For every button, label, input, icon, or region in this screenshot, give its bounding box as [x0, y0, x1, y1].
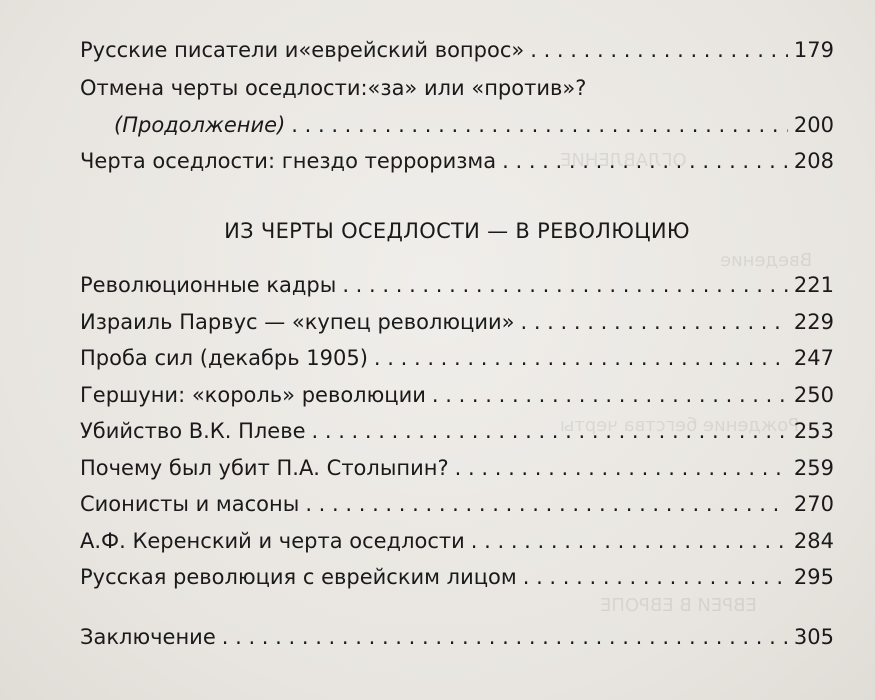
toc-entry[interactable]	[80, 148, 834, 174]
toc-entry[interactable]	[80, 309, 834, 335]
dot-leader	[530, 37, 788, 63]
show-through-text: ОГЛАВЛЕНИЕ	[560, 150, 687, 171]
toc-entry-title: Убийство В.К. Плеве	[80, 419, 306, 443]
toc-entry-continuation[interactable]	[80, 112, 834, 138]
toc-entry-page: 259	[793, 456, 834, 480]
toc-entry-page: 253	[793, 419, 834, 443]
dot-leader	[523, 564, 788, 590]
toc-entry-title: Русская революция с еврейским лицом	[80, 565, 517, 589]
show-through-text: ЕВРЕИ В ЕВРОПЕ	[600, 595, 757, 616]
toc-entry-title: Почему был убит П.А. Столыпин?	[80, 456, 449, 480]
toc-entry-title: (Продолжение)	[114, 113, 286, 137]
toc-entry[interactable]	[80, 564, 834, 590]
toc-entry[interactable]	[80, 272, 834, 298]
toc-entry-page: 208	[793, 149, 834, 173]
toc-entry-title: Революционные кадры	[80, 273, 337, 297]
dot-leader	[520, 309, 787, 335]
toc-entry-page: 200	[793, 113, 834, 137]
toc-entry-title: Отмена черты оседлости:«за» или «против»?	[80, 76, 587, 100]
dot-leader	[291, 112, 788, 138]
toc-entry[interactable]	[80, 345, 834, 371]
toc-entry[interactable]	[80, 455, 834, 481]
toc-entry-title: Заключение	[80, 625, 216, 649]
toc-entry-title: Русские писатели и«еврейский вопрос»	[80, 38, 525, 62]
section-heading: ИЗ ЧЕРТЫ ОСЕДЛОСТИ — В РЕВОЛЮЦИЮ	[224, 219, 690, 243]
toc-entry-title: Израиль Парвус — «купец революции»	[80, 310, 515, 334]
dot-leader	[432, 382, 788, 408]
toc-entry[interactable]	[80, 382, 834, 408]
dot-leader	[471, 528, 788, 554]
toc-entry-page: 284	[793, 529, 834, 553]
toc-entry-page: 179	[793, 38, 834, 62]
show-through-text: Рождение бегства черты	[560, 415, 800, 436]
toc-entry[interactable]	[80, 418, 834, 444]
dot-leader	[312, 418, 788, 444]
toc-entry-title: Гершуни: «король» революции	[80, 383, 426, 407]
dot-leader	[455, 455, 788, 481]
toc-entry-title: Проба сил (декабрь 1905)	[80, 346, 368, 370]
toc-entry-title: А.Ф. Керенский и черта оседлости	[80, 529, 465, 553]
toc-entry-conclusion[interactable]	[80, 624, 834, 650]
toc-entry-page: 305	[793, 625, 834, 649]
toc-entry[interactable]	[80, 491, 834, 517]
toc-entry-page: 229	[793, 310, 834, 334]
dot-leader	[222, 624, 788, 650]
toc-entry-page: 250	[793, 383, 834, 407]
show-through-text: Введение	[720, 250, 813, 271]
toc-entry[interactable]	[80, 37, 834, 63]
toc-entry[interactable]	[80, 75, 834, 101]
toc-entry-title: Черта оседлости: гнездо терроризма	[80, 149, 497, 173]
dot-leader	[374, 345, 788, 371]
toc-entry-page: 295	[793, 565, 834, 589]
dot-leader	[502, 148, 788, 174]
toc-entry-page: 247	[793, 346, 834, 370]
toc-entry-title: Сионисты и масоны	[80, 492, 300, 516]
toc-entry[interactable]	[80, 528, 834, 554]
toc-entry-page: 270	[793, 492, 834, 516]
toc-entry-page: 221	[793, 273, 834, 297]
dot-leader	[342, 272, 788, 298]
dot-leader	[305, 491, 788, 517]
